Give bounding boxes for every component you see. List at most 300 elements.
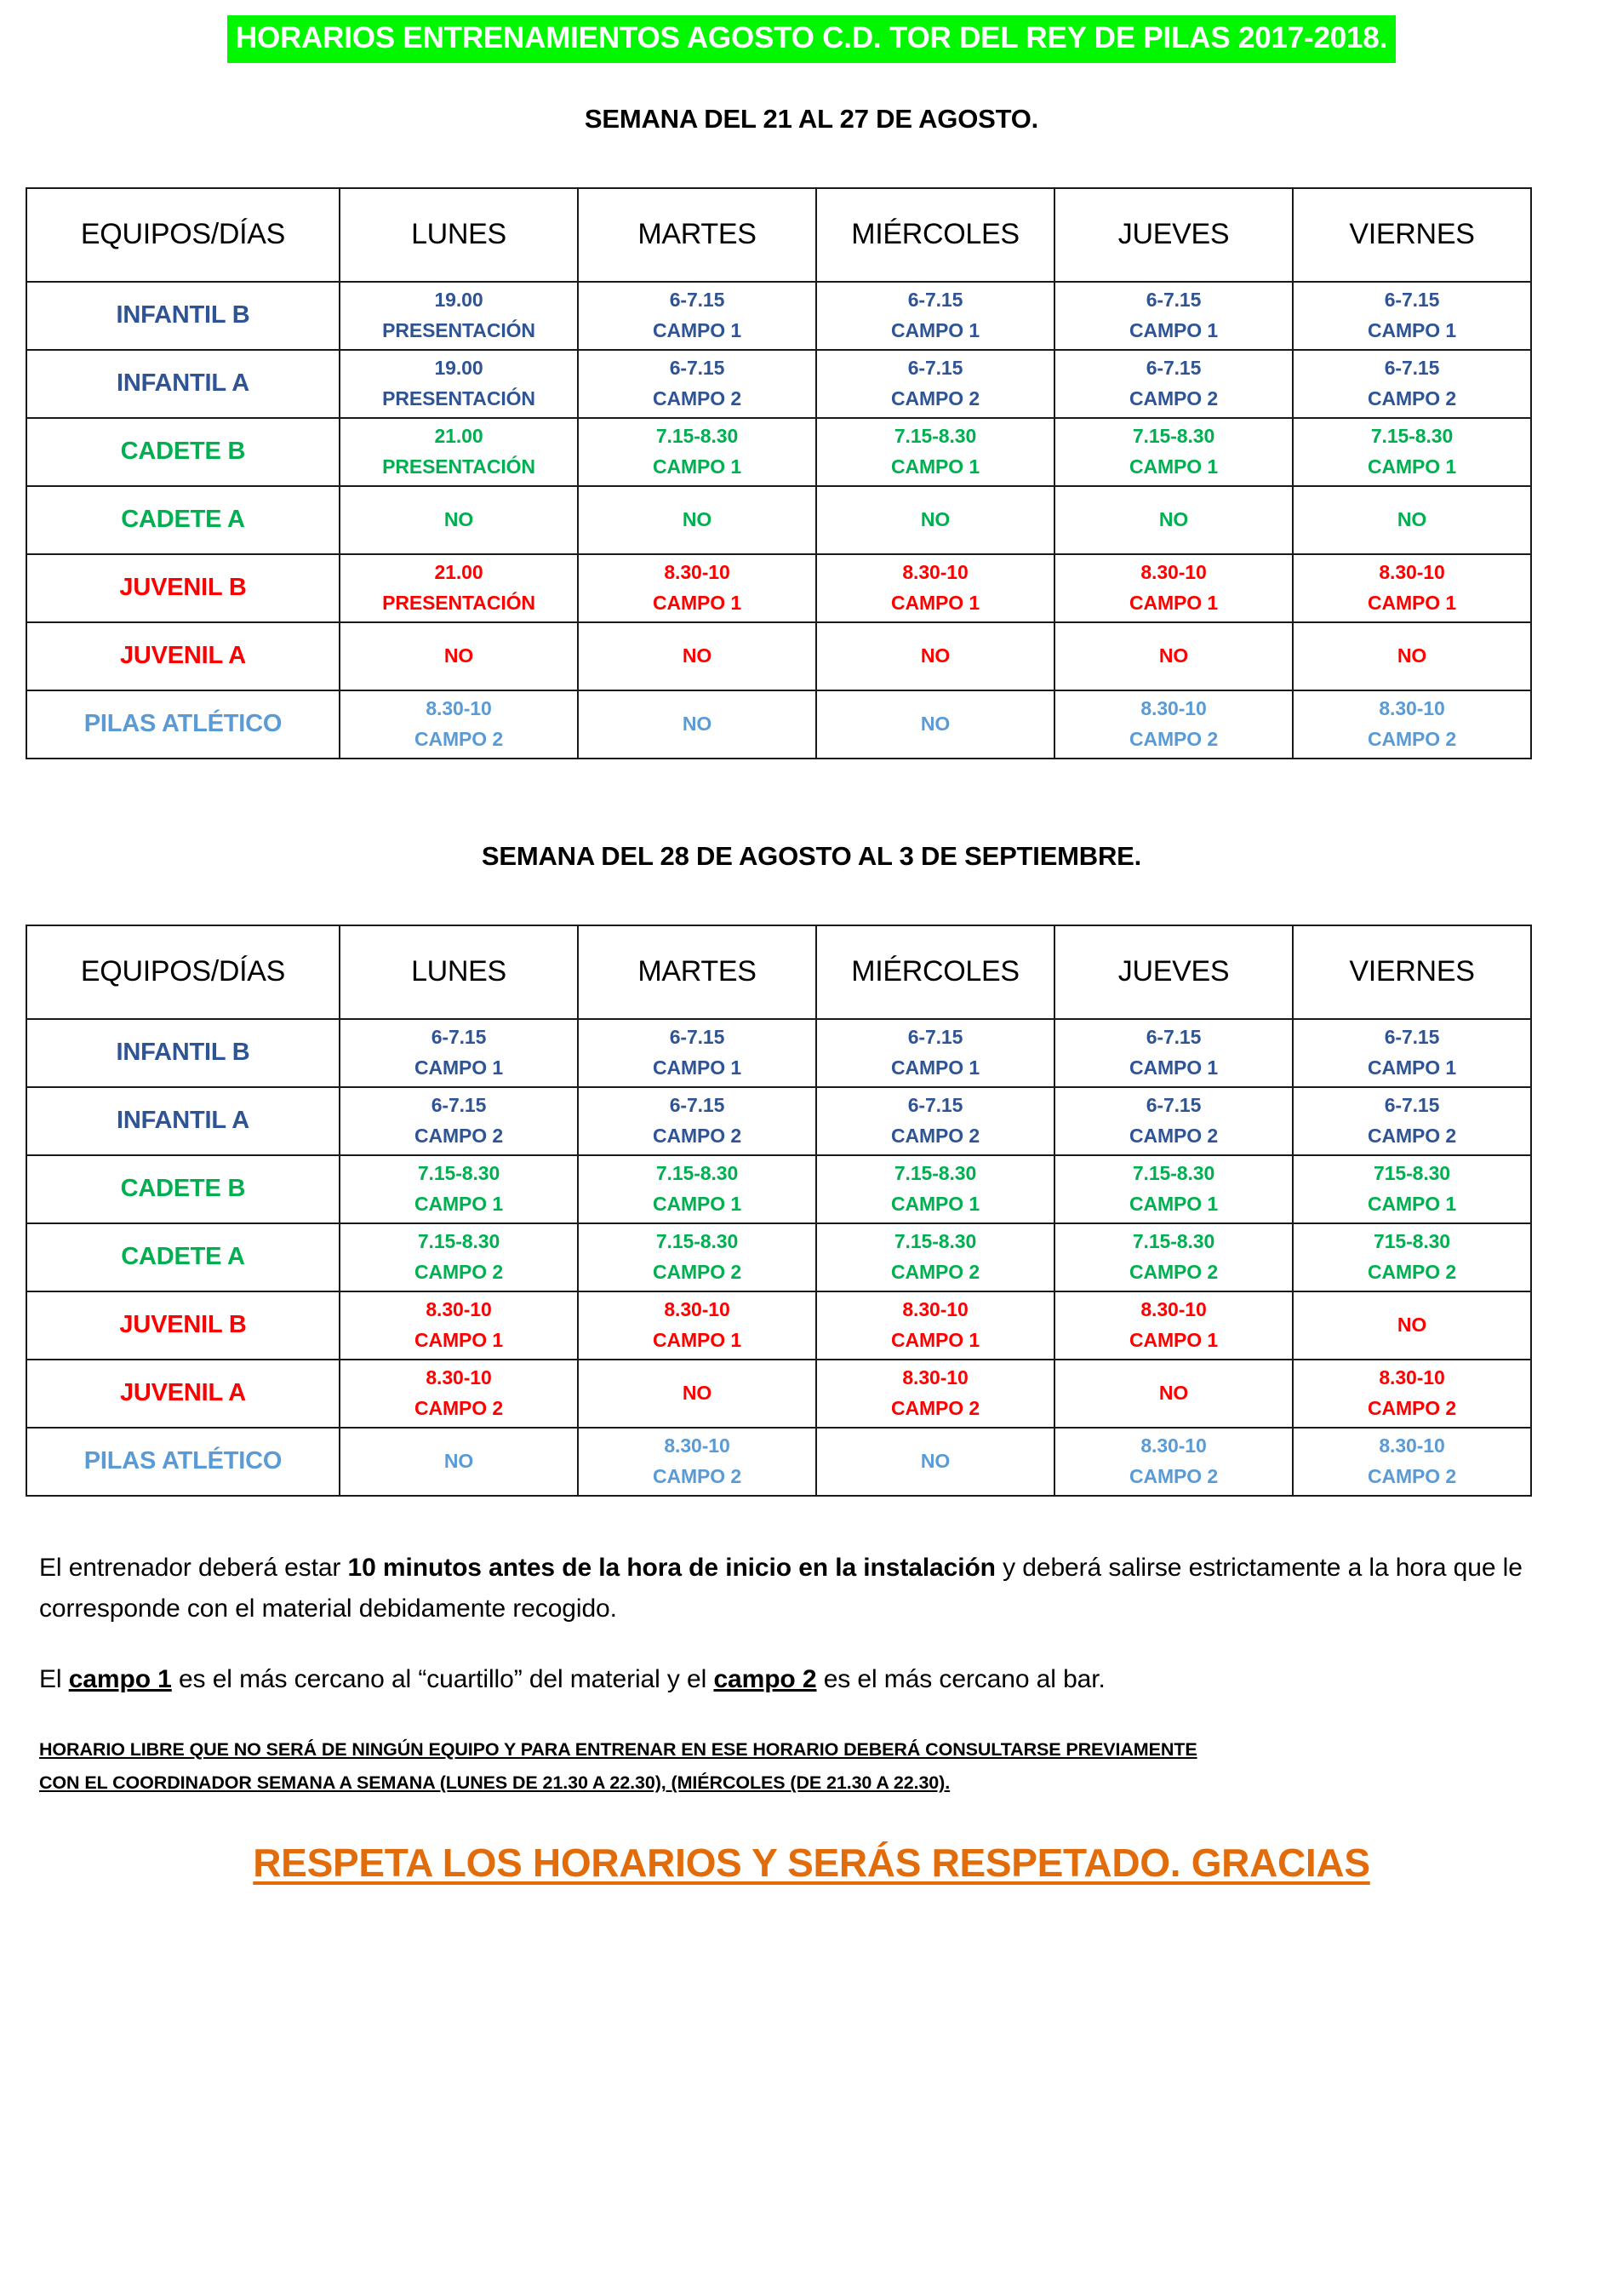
schedule-slot bbox=[340, 1295, 577, 1355]
schedule-slot bbox=[1055, 641, 1292, 672]
week2-heading: SEMANA DEL 28 DE AGOSTO AL 3 DE SEPTIEMBRE. bbox=[481, 840, 1142, 871]
schedule-cell bbox=[340, 690, 578, 759]
slot-time: NO bbox=[920, 1449, 951, 1472]
schedule-cell bbox=[1054, 1155, 1293, 1223]
schedule-cell bbox=[1054, 486, 1293, 554]
schedule-slot bbox=[579, 353, 815, 414]
schedule-slot bbox=[817, 1363, 1054, 1423]
schedule-cell bbox=[578, 690, 816, 759]
spacer bbox=[0, 872, 1623, 925]
schedule-cell bbox=[1054, 554, 1293, 622]
schedule-slot bbox=[1055, 1378, 1292, 1409]
schedule-cell bbox=[1293, 282, 1531, 350]
slot-time: 8.30-10 bbox=[1379, 1434, 1445, 1457]
slot-time: 715-8.30 bbox=[1374, 1230, 1450, 1253]
schedule-slot bbox=[340, 421, 577, 482]
slot-time: 7.15-8.30 bbox=[417, 1162, 500, 1185]
schedule-cell bbox=[1054, 690, 1293, 759]
schedule-slot bbox=[817, 1295, 1054, 1355]
schedule-slot bbox=[1055, 558, 1292, 618]
table-row bbox=[26, 486, 1531, 554]
schedule-cell bbox=[816, 418, 1054, 486]
schedule-slot bbox=[817, 1159, 1054, 1219]
spacer bbox=[0, 1497, 1623, 1548]
schedule-cell bbox=[578, 1155, 816, 1223]
slot-time: NO bbox=[682, 507, 712, 530]
slot-field: CAMPO 2 bbox=[1129, 1464, 1219, 1487]
schedule-cell bbox=[1293, 622, 1531, 690]
slot-field: CAMPO 2 bbox=[890, 1124, 980, 1147]
schedule-cell bbox=[340, 1019, 578, 1087]
schedule-slot bbox=[340, 694, 577, 754]
schedule-cell bbox=[816, 350, 1054, 418]
slot-field: CAMPO 2 bbox=[1367, 1464, 1457, 1487]
slot-field: CAMPO 1 bbox=[652, 1056, 742, 1079]
para1-part-b: y deberá salirse estrictamente a la hora que le corresponde con el material debidamente recogido. bbox=[39, 1553, 1523, 1623]
schedule-slot bbox=[1055, 1159, 1292, 1219]
title-banner-wrap bbox=[0, 15, 1623, 63]
schedule-slot bbox=[579, 1159, 815, 1219]
table-row bbox=[26, 1223, 1531, 1291]
column-header-viernes: VIERNES bbox=[1293, 188, 1531, 282]
slot-field: CAMPO 1 bbox=[1129, 1192, 1219, 1215]
slot-time: 7.15-8.30 bbox=[655, 1162, 739, 1185]
slot-time: 8.30-10 bbox=[664, 561, 730, 584]
column-header-martes: MARTES bbox=[578, 188, 816, 282]
schedule-slot bbox=[340, 641, 577, 672]
table-row bbox=[26, 1155, 1531, 1223]
slot-field: CAMPO 2 bbox=[414, 1260, 504, 1283]
slot-time: 8.30-10 bbox=[1140, 1434, 1207, 1457]
table-body-week2 bbox=[26, 1019, 1531, 1496]
slot-field: CAMPO 1 bbox=[652, 1192, 742, 1215]
schedule-cell bbox=[340, 1291, 578, 1360]
spacer bbox=[0, 759, 1623, 841]
schedule-slot bbox=[579, 1431, 815, 1492]
schedule-cell bbox=[816, 1087, 1054, 1155]
slot-field: PRESENTACIÓN bbox=[382, 318, 535, 341]
note-line2-text: CON EL COORDINADOR SEMANA A SEMANA (LUNES DE 21.30 A 22.30), (MIÉRCOLES (DE 21.30 A 22.30). bbox=[39, 1772, 951, 1794]
team-name-cell: PILAS ATLÉTICO bbox=[26, 1428, 340, 1496]
schedule-cell bbox=[578, 1087, 816, 1155]
header-row bbox=[26, 925, 1531, 1019]
schedule-table-week1 bbox=[26, 187, 1532, 759]
schedule-slot bbox=[579, 505, 815, 535]
slot-field: PRESENTACIÓN bbox=[382, 591, 535, 614]
slot-field: CAMPO 1 bbox=[890, 318, 980, 341]
column-header-jueves: JUEVES bbox=[1054, 188, 1293, 282]
team-name-cell: PILAS ATLÉTICO bbox=[26, 690, 340, 759]
slot-field: CAMPO 2 bbox=[1129, 386, 1219, 409]
team-name-cell: JUVENIL A bbox=[26, 1360, 340, 1428]
schedule-slot bbox=[579, 1295, 815, 1355]
document-title: HORARIOS ENTRENAMIENTOS AGOSTO C.D. TOR DEL REY DE PILAS 2017-2018. bbox=[227, 15, 1396, 63]
schedule-slot bbox=[1294, 1159, 1530, 1219]
schedule-cell bbox=[1293, 554, 1531, 622]
schedule-cell bbox=[578, 1019, 816, 1087]
slot-field: CAMPO 1 bbox=[1129, 1328, 1219, 1351]
schedule-cell bbox=[1293, 1087, 1531, 1155]
slot-field: CAMPO 2 bbox=[890, 386, 980, 409]
spacer bbox=[0, 1630, 1623, 1659]
schedule-slot bbox=[1294, 1227, 1530, 1287]
slot-time: NO bbox=[920, 507, 951, 530]
schedule-cell bbox=[340, 1155, 578, 1223]
table-row bbox=[26, 1291, 1531, 1360]
table-header-week2 bbox=[26, 925, 1531, 1019]
slot-field: CAMPO 1 bbox=[890, 591, 980, 614]
schedule-cell bbox=[1054, 1291, 1293, 1360]
schedule-slot bbox=[817, 1446, 1054, 1477]
note-line1-text: HORARIO LIBRE QUE NO SERÁ DE NINGÚN EQUIPO Y PARA ENTRENAR EN ESE HORARIO DEBERÁ CONSULTARSE PREVIAMENTE bbox=[39, 1738, 1197, 1760]
slot-time: 6-7.15 bbox=[431, 1026, 487, 1049]
slot-field: CAMPO 1 bbox=[1129, 318, 1219, 341]
slot-field: CAMPO 2 bbox=[1367, 727, 1457, 750]
slot-time: 6-7.15 bbox=[1384, 1026, 1440, 1049]
schedule-slot bbox=[340, 1227, 577, 1287]
schedule-slot bbox=[579, 1022, 815, 1083]
slot-time: NO bbox=[1397, 1313, 1427, 1336]
slot-time: 8.30-10 bbox=[902, 1298, 969, 1321]
slot-time: 19.00 bbox=[434, 357, 483, 380]
slot-field: CAMPO 2 bbox=[414, 727, 504, 750]
schedule-cell bbox=[578, 1360, 816, 1428]
slot-time: 7.15-8.30 bbox=[417, 1230, 500, 1253]
team-name-cell: CADETE A bbox=[26, 1223, 340, 1291]
para1-bold: 10 minutos antes de la hora de inicio en la instalación bbox=[347, 1553, 996, 1582]
schedule-slot bbox=[1294, 285, 1530, 346]
slot-field: CAMPO 2 bbox=[1367, 1260, 1457, 1283]
slot-field: CAMPO 1 bbox=[1367, 1192, 1457, 1215]
column-header-miercoles: MIÉRCOLES bbox=[816, 925, 1054, 1019]
slot-field: CAMPO 1 bbox=[1367, 1056, 1457, 1079]
schedule-slot bbox=[817, 558, 1054, 618]
slot-time: 7.15-8.30 bbox=[655, 1230, 739, 1253]
slot-field: CAMPO 2 bbox=[1367, 1396, 1457, 1419]
slot-time: NO bbox=[443, 507, 474, 530]
schedule-cell bbox=[578, 418, 816, 486]
slot-time: 715-8.30 bbox=[1374, 1162, 1450, 1185]
table-body-week1 bbox=[26, 282, 1531, 759]
slot-field: CAMPO 2 bbox=[652, 1124, 742, 1147]
team-name-cell: JUVENIL A bbox=[26, 622, 340, 690]
slot-field: CAMPO 1 bbox=[1129, 591, 1219, 614]
slot-time: 8.30-10 bbox=[902, 1366, 969, 1389]
team-name-cell: JUVENIL B bbox=[26, 554, 340, 622]
schedule-slot bbox=[1055, 1022, 1292, 1083]
slot-time: NO bbox=[920, 712, 951, 735]
schedule-slot bbox=[1055, 505, 1292, 535]
slot-field: CAMPO 1 bbox=[890, 1192, 980, 1215]
para2-campo2: campo 2 bbox=[713, 1664, 817, 1693]
slot-field: CAMPO 1 bbox=[414, 1328, 504, 1351]
schedule-cell bbox=[816, 282, 1054, 350]
table-row bbox=[26, 554, 1531, 622]
schedule-cell bbox=[578, 622, 816, 690]
schedule-slot bbox=[1055, 1295, 1292, 1355]
para1-part-a: El entrenador deberá estar bbox=[39, 1553, 348, 1582]
schedule-cell bbox=[340, 1223, 578, 1291]
team-name-cell: CADETE B bbox=[26, 418, 340, 486]
schedule-cell bbox=[578, 1291, 816, 1360]
schedule-slot bbox=[579, 709, 815, 740]
schedule-slot bbox=[340, 1363, 577, 1423]
schedule-cell bbox=[1054, 418, 1293, 486]
slot-field: CAMPO 1 bbox=[890, 455, 980, 478]
schedule-slot bbox=[1294, 558, 1530, 618]
slot-field: CAMPO 1 bbox=[1367, 591, 1457, 614]
slot-field: CAMPO 1 bbox=[1367, 318, 1457, 341]
slot-time: 6-7.15 bbox=[669, 289, 725, 312]
para2-campo1: campo 1 bbox=[68, 1664, 172, 1693]
final-message-wrap bbox=[0, 1840, 1623, 1886]
slot-time: 8.30-10 bbox=[1140, 1298, 1207, 1321]
schedule-cell bbox=[1054, 350, 1293, 418]
slot-field: CAMPO 2 bbox=[890, 1260, 980, 1283]
slot-time: 8.30-10 bbox=[426, 1366, 492, 1389]
schedule-slot bbox=[579, 1091, 815, 1151]
schedule-slot bbox=[1055, 694, 1292, 754]
schedule-slot bbox=[817, 505, 1054, 535]
schedule-cell bbox=[816, 1223, 1054, 1291]
team-name-cell: JUVENIL B bbox=[26, 1291, 340, 1360]
slot-field: CAMPO 2 bbox=[1367, 1124, 1457, 1147]
slot-field: CAMPO 1 bbox=[890, 1328, 980, 1351]
slot-time: NO bbox=[1397, 644, 1427, 667]
slot-time: 6-7.15 bbox=[431, 1094, 487, 1117]
slot-time: NO bbox=[1158, 507, 1189, 530]
document-page bbox=[0, 15, 1623, 2296]
schedule-slot bbox=[579, 285, 815, 346]
slot-time: 8.30-10 bbox=[902, 561, 969, 584]
schedule-cell bbox=[340, 486, 578, 554]
final-message: RESPETA LOS HORARIOS Y SERÁS RESPETADO. GRACIAS bbox=[253, 1841, 1370, 1886]
slot-time: 7.15-8.30 bbox=[894, 425, 977, 448]
schedule-slot bbox=[817, 353, 1054, 414]
slot-time: 8.30-10 bbox=[1379, 561, 1445, 584]
slot-field: CAMPO 1 bbox=[414, 1192, 504, 1215]
schedule-slot bbox=[1294, 1022, 1530, 1083]
schedule-slot bbox=[579, 421, 815, 482]
schedule-cell bbox=[816, 1155, 1054, 1223]
schedule-cell bbox=[340, 418, 578, 486]
slot-field: CAMPO 1 bbox=[652, 318, 742, 341]
team-name-cell: INFANTIL A bbox=[26, 350, 340, 418]
team-name-cell: CADETE B bbox=[26, 1155, 340, 1223]
column-header-martes: MARTES bbox=[578, 925, 816, 1019]
slot-time: 8.30-10 bbox=[1140, 697, 1207, 720]
table-row bbox=[26, 1087, 1531, 1155]
schedule-cell bbox=[578, 554, 816, 622]
slot-time: 6-7.15 bbox=[669, 357, 725, 380]
schedule-table-week2 bbox=[26, 925, 1532, 1497]
slot-time: 6-7.15 bbox=[1146, 1026, 1202, 1049]
slot-time: 6-7.15 bbox=[907, 1026, 963, 1049]
slot-field: CAMPO 2 bbox=[890, 1396, 980, 1419]
table-row bbox=[26, 1360, 1531, 1428]
slot-time: 6-7.15 bbox=[907, 1094, 963, 1117]
slot-time: 6-7.15 bbox=[907, 289, 963, 312]
slot-time: NO bbox=[920, 644, 951, 667]
schedule-cell bbox=[340, 282, 578, 350]
table-row bbox=[26, 1428, 1531, 1496]
column-header-miercoles: MIÉRCOLES bbox=[816, 188, 1054, 282]
schedule-cell bbox=[1054, 1087, 1293, 1155]
slot-field: CAMPO 2 bbox=[1129, 1124, 1219, 1147]
schedule-slot bbox=[817, 285, 1054, 346]
schedule-slot bbox=[1294, 1431, 1530, 1492]
schedule-cell bbox=[816, 554, 1054, 622]
slot-time: NO bbox=[1158, 644, 1189, 667]
schedule-slot bbox=[340, 1091, 577, 1151]
schedule-cell bbox=[1054, 1428, 1293, 1496]
slot-field: CAMPO 2 bbox=[652, 1260, 742, 1283]
free-schedule-note-line2 bbox=[39, 1766, 1584, 1801]
schedule-cell bbox=[1293, 690, 1531, 759]
header-row bbox=[26, 188, 1531, 282]
schedule-cell bbox=[1293, 1360, 1531, 1428]
paragraph-fields bbox=[39, 1659, 1584, 1701]
schedule-slot bbox=[579, 558, 815, 618]
schedule-cell bbox=[816, 622, 1054, 690]
slot-time: 7.15-8.30 bbox=[1370, 425, 1454, 448]
slot-time: 6-7.15 bbox=[669, 1094, 725, 1117]
column-header-lunes: LUNES bbox=[340, 188, 578, 282]
slot-time: 8.30-10 bbox=[426, 1298, 492, 1321]
slot-time: 7.15-8.30 bbox=[1132, 425, 1215, 448]
slot-field: CAMPO 1 bbox=[1129, 455, 1219, 478]
team-name-cell: INFANTIL B bbox=[26, 282, 340, 350]
slot-time: 6-7.15 bbox=[1384, 1094, 1440, 1117]
schedule-cell bbox=[340, 350, 578, 418]
schedule-slot bbox=[817, 1091, 1054, 1151]
table-row bbox=[26, 690, 1531, 759]
para2-part-a: El bbox=[39, 1664, 69, 1693]
schedule-cell bbox=[1054, 282, 1293, 350]
column-header-viernes: VIERNES bbox=[1293, 925, 1531, 1019]
slot-time: NO bbox=[443, 1449, 474, 1472]
slot-field: CAMPO 1 bbox=[652, 591, 742, 614]
schedule-cell bbox=[340, 1428, 578, 1496]
schedule-slot bbox=[340, 558, 577, 618]
schedule-slot bbox=[1055, 1227, 1292, 1287]
schedule-cell bbox=[1293, 350, 1531, 418]
schedule-cell bbox=[1293, 1019, 1531, 1087]
schedule-slot bbox=[1294, 505, 1530, 535]
schedule-slot bbox=[1055, 421, 1292, 482]
slot-time: 6-7.15 bbox=[1384, 289, 1440, 312]
table-row bbox=[26, 282, 1531, 350]
slot-time: 6-7.15 bbox=[1146, 289, 1202, 312]
slot-time: 7.15-8.30 bbox=[894, 1162, 977, 1185]
slot-time: NO bbox=[1158, 1381, 1189, 1404]
table-row bbox=[26, 350, 1531, 418]
slot-time: 6-7.15 bbox=[1146, 357, 1202, 380]
schedule-cell bbox=[578, 1223, 816, 1291]
slot-time: 8.30-10 bbox=[1140, 561, 1207, 584]
slot-time: NO bbox=[682, 712, 712, 735]
para2-part-c: es el más cercano al bar. bbox=[816, 1664, 1106, 1693]
table-row bbox=[26, 418, 1531, 486]
schedule-cell bbox=[1293, 1155, 1531, 1223]
schedule-slot bbox=[817, 1227, 1054, 1287]
slot-time: 8.30-10 bbox=[664, 1434, 730, 1457]
schedule-cell bbox=[1054, 622, 1293, 690]
schedule-slot bbox=[1294, 1363, 1530, 1423]
schedule-cell bbox=[816, 690, 1054, 759]
slot-field: CAMPO 1 bbox=[1129, 1056, 1219, 1079]
slot-time: 6-7.15 bbox=[907, 357, 963, 380]
slot-time: NO bbox=[682, 1381, 712, 1404]
slot-field: CAMPO 2 bbox=[414, 1124, 504, 1147]
schedule-cell bbox=[816, 486, 1054, 554]
schedule-cell bbox=[578, 282, 816, 350]
table-row bbox=[26, 622, 1531, 690]
slot-time: 7.15-8.30 bbox=[894, 1230, 977, 1253]
schedule-slot bbox=[1294, 694, 1530, 754]
slot-time: 8.30-10 bbox=[1379, 697, 1445, 720]
slot-time: NO bbox=[443, 644, 474, 667]
schedule-slot bbox=[1055, 1431, 1292, 1492]
schedule-cell bbox=[1054, 1019, 1293, 1087]
para2-part-b: es el más cercano al “cuartillo” del material y el bbox=[171, 1664, 714, 1693]
team-name-cell: CADETE A bbox=[26, 486, 340, 554]
schedule-cell bbox=[340, 554, 578, 622]
slot-field: CAMPO 1 bbox=[1367, 455, 1457, 478]
schedule-cell bbox=[1293, 1223, 1531, 1291]
schedule-slot bbox=[579, 641, 815, 672]
schedule-cell bbox=[816, 1428, 1054, 1496]
schedule-cell bbox=[816, 1291, 1054, 1360]
schedule-slot bbox=[340, 1159, 577, 1219]
schedule-slot bbox=[1294, 641, 1530, 672]
slot-time: 6-7.15 bbox=[669, 1026, 725, 1049]
slot-field: CAMPO 2 bbox=[414, 1396, 504, 1419]
table-row bbox=[26, 1019, 1531, 1087]
schedule-slot bbox=[1055, 353, 1292, 414]
schedule-slot bbox=[1294, 421, 1530, 482]
schedule-cell bbox=[578, 486, 816, 554]
column-header-jueves: JUEVES bbox=[1054, 925, 1293, 1019]
slot-time: 7.15-8.30 bbox=[655, 425, 739, 448]
slot-time: 8.30-10 bbox=[1379, 1366, 1445, 1389]
schedule-cell bbox=[578, 350, 816, 418]
slot-field: CAMPO 2 bbox=[652, 386, 742, 409]
spacer bbox=[0, 135, 1623, 187]
schedule-slot bbox=[1294, 353, 1530, 414]
slot-field: CAMPO 1 bbox=[652, 455, 742, 478]
schedule-slot bbox=[817, 709, 1054, 740]
slot-field: CAMPO 1 bbox=[890, 1056, 980, 1079]
schedule-cell bbox=[1054, 1360, 1293, 1428]
slot-time: 6-7.15 bbox=[1146, 1094, 1202, 1117]
slot-time: 21.00 bbox=[434, 425, 483, 448]
schedule-cell bbox=[816, 1360, 1054, 1428]
slot-field: PRESENTACIÓN bbox=[382, 455, 535, 478]
schedule-slot bbox=[817, 1022, 1054, 1083]
slot-time: 7.15-8.30 bbox=[1132, 1162, 1215, 1185]
schedule-cell bbox=[1293, 1291, 1531, 1360]
slot-field: PRESENTACIÓN bbox=[382, 386, 535, 409]
slot-field: CAMPO 2 bbox=[1129, 727, 1219, 750]
schedule-cell bbox=[340, 1360, 578, 1428]
slot-field: CAMPO 1 bbox=[652, 1328, 742, 1351]
free-schedule-note bbox=[39, 1733, 1584, 1801]
schedule-slot bbox=[579, 1227, 815, 1287]
slot-time: NO bbox=[1397, 507, 1427, 530]
schedule-slot bbox=[1055, 1091, 1292, 1151]
table-header-week1 bbox=[26, 188, 1531, 282]
